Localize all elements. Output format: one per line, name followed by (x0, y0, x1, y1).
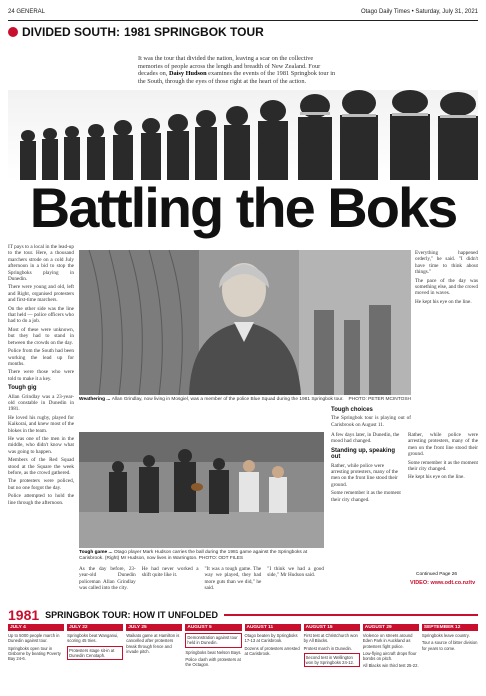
timeline-date: AUGUST 29 (363, 624, 419, 631)
timeline-date: AUGUST 5 (185, 624, 241, 631)
portrait-caption-text: Allan Grindlay, now living in Mosgiel, was a member of the police Blue Squad during the 1981 Springbok tour. (111, 397, 344, 402)
timeline-entry: Springboks beat Wanganui, scoring 45 tries. (67, 633, 119, 644)
timeline-column (8, 624, 64, 690)
rugby-caption-text: Otago player Mark Hudson carries the ball during the 1981 game against the Springboks at Carisbrook. (Right) Mr Hudson, now lives in Warrington. (79, 550, 308, 561)
col2-para: Police attempted to hold the line through the afternoon. (8, 493, 74, 506)
intro-author: Daisy Hudson (168, 70, 207, 77)
article-column-5 (408, 432, 478, 570)
col4-para: Rather, while police were arresting protesters, many of the men on the front line stood their ground. (408, 432, 478, 458)
page-section: 24 GENERAL (8, 9, 46, 15)
article-column-4 (415, 250, 478, 400)
intro-text (138, 55, 338, 85)
headline: Battling the Boks (29, 176, 457, 239)
col1b-para: Allan Grindlay was a 23-year-old constable in Dunedin in 1981. (8, 393, 74, 413)
timeline-column (67, 624, 123, 690)
timeline-entry: Low-flying aircraft drops flour bombs on pitch. (362, 650, 417, 662)
timeline-entry: Springboks beat Nelson Bays. (185, 649, 242, 655)
page-header (8, 8, 478, 21)
portrait-photo (79, 250, 411, 395)
col4-para: He kept his eye on the line. (408, 474, 465, 481)
kicker-title: 1981 SPRINGBOK TOUR (124, 25, 264, 39)
intro-part-2: examines the events of the 1981 Springbok tour in the South, through the eyes of those right at the heart of the action. (138, 70, 336, 85)
portrait-caption-lead: Weathering ... (79, 397, 112, 402)
article-column-3 (331, 432, 401, 572)
quote-para: "I think we had a good side," Mr Hudson said. (267, 566, 324, 579)
timeline-entry: Springboks leave country. (421, 633, 470, 639)
rugby-caption-lead: Tough game ... (79, 550, 114, 555)
timeline-entry: Dozens of protesters arrested at Carisbrook. (244, 645, 300, 656)
article-column-3-top (331, 404, 411, 434)
subheading-tough-gig: Tough gig (8, 385, 37, 392)
timeline-entry: Tour a source of bitter division for years to come. (421, 640, 478, 651)
timeline-date: JULY 4 (8, 624, 64, 631)
timeline-entry: All Blacks win third test 25-22. (362, 663, 419, 669)
timeline-column (363, 624, 419, 690)
timeline-entry: First test at Christchurch won by All Blacks. (303, 633, 358, 644)
quote-para: "It was a tough game. The way we played, they had more guts than we did," he said. (204, 566, 262, 592)
timeline-entry: Demonstration against tour held in Dunedin. (185, 633, 241, 647)
timeline-date: JULY 22 (67, 624, 123, 631)
timeline-date: AUGUST 15 (304, 624, 360, 631)
col4-para: Everything happened orderly," he said. "I didn't have time to think about things." (415, 250, 478, 276)
col3-para: He had never worked a shift quite like it. (141, 566, 199, 579)
timeline-entry: Otago beaten by Springboks 17-13 at Carisbrook. (244, 633, 298, 644)
article-column-bottom (79, 566, 324, 602)
subheading-standing-up: Standing up, speaking out (331, 447, 396, 461)
timeline-entry: Up to 5000 people march in Dunedin against tour. (8, 633, 60, 644)
rugby-match-photo (79, 432, 324, 548)
subheading-tough-choices: Tough choices (331, 407, 373, 413)
timeline-entry: Waikato game at Hamilton is cancelled after protesters break through fence and invade pitch. (126, 633, 180, 654)
timeline-entry: Police clash with protesters at the Octagon. (185, 656, 241, 668)
section-kicker (8, 24, 264, 40)
timeline-column (245, 624, 301, 690)
timeline-column (185, 624, 241, 690)
timeline-column (126, 624, 182, 690)
col4-para: Some remember it as the moment their city changed. (408, 459, 478, 473)
red-dot-icon (8, 27, 18, 37)
rugby-caption (79, 550, 324, 562)
timeline-entry: Protesters stage sit-in at Dunedin Cenotaph. (67, 646, 123, 660)
col1-para: On the other side was the line that held — police officers who had to do a job. (8, 305, 74, 325)
intro-part-1: It was the tour that divided the nation, leaving a scar on the collective memories of people across the length and breadth of New Zealand. Four decades on, (138, 55, 321, 77)
col1-para: There were young and old, left and Right, organised protesters and first-time marchers. (8, 284, 74, 304)
col1b-para: He loved his rugby, played for Kaikorai, and knew most of the blokes in the team. (8, 414, 74, 434)
timeline-year: 1981 (8, 607, 40, 623)
col3-para: The Springbok tour is playing out of Carisbrook on August 11. (331, 415, 411, 428)
col1-para: Police from the South had been working the lead up for months. (8, 348, 74, 367)
col1-para: IT pays to a local in the lead-up to the tour. Here, a thousand marchers strode on a cold July afternoon in a bid to stop the Springboks playing in Dunedin. (8, 244, 74, 283)
timeline-columns (8, 624, 478, 690)
timeline-entry: Springboks open tour in Gisborne by beating Poverty Bay 24-6. (8, 645, 61, 662)
col4-para: The pace of the day was something else, and the crowd moved in waves. (415, 277, 478, 297)
timeline-date: AUGUST 11 (245, 624, 301, 631)
timeline-column (422, 624, 478, 690)
timeline-entry: Second test in Wellington won by Springboks 24-12. (304, 653, 360, 667)
riot-police-photo (8, 90, 478, 180)
col3-para: As the day before, 23-year-old Dunedin policeman Allan Grindlay was called into the city. (79, 566, 136, 592)
quote-para: A few days later, in Dunedin, the mood had changed. (331, 432, 400, 445)
col1-para: Most of these were unknown, but they had to stand in between the crowds on the day. (8, 326, 74, 346)
timeline-column (304, 624, 360, 690)
col4-para: He kept his eye on the line. (415, 298, 472, 305)
timeline-date: SEPTEMBER 12 (422, 624, 478, 631)
article-column-1 (8, 244, 74, 602)
timeline-rule (224, 614, 478, 616)
rugby-credit: PHOTO: ODT FILES (198, 556, 244, 561)
tour-timeline (8, 608, 478, 690)
col4b-para: Rather, while police were arresting protesters, many of the men on the front line stood their ground. (331, 462, 398, 488)
kicker-label: DIVIDED SOUTH: (22, 25, 121, 39)
col1-para: There were those who were told to make it a key. (8, 369, 74, 382)
col4b-para: Some remember it as the moment their city changed. (331, 490, 401, 503)
portrait-credit: PHOTO: PETER MCINTOSH (348, 397, 411, 402)
col2-para: Members of the Red Squad stood at the Square the week before, as the crowd gathered. (8, 457, 74, 476)
col2-para: The protesters were policed, but no one forgot the day. (8, 478, 74, 491)
video-link[interactable]: VIDEO: www.odt.co.nz/tv (410, 580, 476, 586)
timeline-header (8, 608, 478, 622)
timeline-entry: Protest march in Dunedin. (303, 645, 353, 651)
timeline-title: SPRINGBOK TOUR: HOW IT UNFOLDED (45, 610, 218, 620)
timeline-entry: Violence on streets around Eden Park in Auckland as protesters fight police. (362, 633, 413, 649)
col1b-para: He was one of the men in the middle, who didn't know what was going to happen. (8, 435, 74, 455)
continued-label: Continued Page 26 (416, 572, 458, 577)
timeline-date: JULY 25 (126, 624, 182, 631)
masthead: Otago Daily Times • Saturday, July 31, 2021 (360, 9, 478, 15)
portrait-caption (79, 397, 411, 403)
